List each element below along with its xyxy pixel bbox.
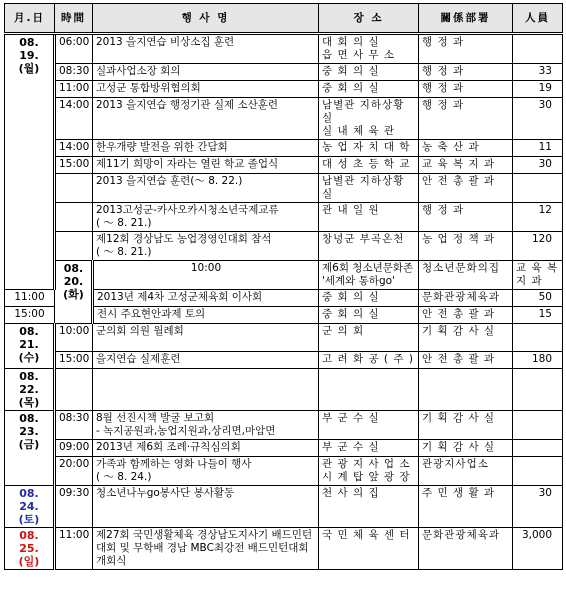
event-cell: 실과사업소장 회의	[93, 64, 319, 81]
place-cell: 남별관 지하상황실 실 내 체 육 관	[319, 98, 419, 140]
place-cell: 부 군 수 실	[319, 411, 419, 440]
people-cell	[513, 174, 563, 203]
weekday-label: (월)	[18, 62, 40, 75]
event-cell: 2013년 제6회 조례·규칙심의회	[93, 440, 319, 457]
place-cell: 관 광 지 사 업 소 시 계 탑 앞 광 장	[319, 457, 419, 486]
table-row	[5, 457, 563, 486]
time-cell: 09:30	[55, 486, 93, 528]
table-row	[5, 157, 563, 174]
people-cell: 11	[513, 140, 563, 157]
event-cell: 2013 을지연습 훈련(～ 8. 22.)	[93, 174, 319, 203]
dept-cell: 문화관광체육과	[419, 528, 513, 570]
dept-cell: 행 정 과	[419, 64, 513, 81]
dept-cell: 안 전 총 괄 과	[419, 174, 513, 203]
place-cell: 군 의 회	[319, 324, 419, 352]
table-row	[5, 486, 563, 528]
event-cell: 2013년 제4차 고성군체육회 이사회	[93, 290, 319, 307]
header-date: 月.日	[5, 4, 55, 34]
event-cell: 2013 을지연습 행정기관 실제 소산훈련	[93, 98, 319, 140]
event-cell: 가족과 함께하는 영화 나들이 행사 ( ～ 8. 24.)	[93, 457, 319, 486]
header-row	[5, 4, 563, 34]
dept-cell: 기 획 감 사 실	[419, 324, 513, 352]
event-cell: 청소년나누go봉사단 봉사활동	[93, 486, 319, 528]
place-cell: 천 사 의 집	[319, 486, 419, 528]
dept-cell: 관광지사업소	[419, 457, 513, 486]
dept-cell: 안 전 총 괄 과	[419, 307, 513, 324]
place-cell: 대 회 의 실 읍 면 사 무 소	[319, 34, 419, 64]
schedule-table	[4, 3, 563, 570]
event-cell: 한우개량 발전을 위한 간담회	[93, 140, 319, 157]
table-row	[5, 232, 563, 261]
time-cell: 06:00	[55, 34, 93, 64]
event-cell: 제6회 청소년문화존 '세계와 통하go'	[319, 261, 419, 290]
time-cell	[55, 232, 93, 261]
header-place: 장 소	[319, 4, 419, 34]
event-cell: 제11기 희망이 자라는 열린 학교 졸업식	[93, 157, 319, 174]
people-cell	[513, 440, 563, 457]
date-cell	[5, 34, 55, 290]
weekday-label: (금)	[18, 438, 40, 451]
time-cell: 15:00	[55, 157, 93, 174]
event-cell: 2013고성군-카사오카시청소년국제교류 ( ～ 8. 21.)	[93, 203, 319, 232]
place-cell: 중 회 의 실	[319, 307, 419, 324]
table-row	[5, 324, 563, 352]
people-cell: 120	[513, 232, 563, 261]
table-row	[5, 528, 563, 570]
time-cell: 11:00	[55, 81, 93, 98]
people-cell	[513, 34, 563, 64]
dept-cell: 기 획 감 사 실	[419, 440, 513, 457]
date-label: 08. 20.	[63, 262, 84, 288]
dept-cell: 농 축 산 과	[419, 140, 513, 157]
people-cell: 180	[513, 352, 563, 369]
weekday-label: (일)	[18, 555, 40, 568]
date-label: 08. 22.	[19, 370, 39, 396]
people-cell: 33	[513, 64, 563, 81]
people-cell: 30	[513, 486, 563, 528]
dept-cell: 농 업 정 책 과	[419, 232, 513, 261]
people-cell	[513, 369, 563, 411]
event-cell: 제12회 경상남도 농업경영인대회 참석 ( ～ 8. 21.)	[93, 232, 319, 261]
people-cell: 30	[513, 98, 563, 140]
place-cell: 남별관 지하상황실	[319, 174, 419, 203]
table-row	[5, 81, 563, 98]
people-cell	[513, 411, 563, 440]
place-cell: 중 회 의 실	[319, 64, 419, 81]
time-cell: 14:00	[55, 140, 93, 157]
place-cell: 대 성 초 등 학 교	[319, 157, 419, 174]
people-cell	[513, 457, 563, 486]
time-cell	[55, 369, 93, 411]
date-cell	[5, 324, 55, 369]
place-cell: 창녕군 부곡온천	[319, 232, 419, 261]
dept-cell: 문화관광체육과	[419, 290, 513, 307]
date-label: 08. 25.	[19, 529, 39, 555]
weekday-label: (화)	[63, 288, 84, 301]
table-row	[5, 140, 563, 157]
dept-cell: 행 정 과	[419, 98, 513, 140]
place-cell	[319, 369, 419, 411]
time-cell: 10:00	[55, 324, 93, 352]
people-cell: 50	[513, 290, 563, 307]
time-cell: 14:00	[55, 98, 93, 140]
time-cell	[55, 174, 93, 203]
event-cell: 군의회 의원 월례회	[93, 324, 319, 352]
date-cell	[5, 411, 55, 486]
dept-cell: 행 정 과	[419, 203, 513, 232]
table-row	[5, 64, 563, 81]
table-row	[5, 174, 563, 203]
time-cell: 11:00	[5, 290, 55, 307]
dept-cell: 교 육 복 지 과	[419, 157, 513, 174]
date-label: 08. 21.	[19, 325, 39, 351]
table-row	[5, 411, 563, 440]
time-cell: 20:00	[55, 457, 93, 486]
event-cell: 2013 을지연습 비상소집 훈련	[93, 34, 319, 64]
weekday-label: (목)	[18, 396, 40, 409]
date-label: 08. 23.	[19, 412, 39, 438]
place-cell: 국 민 체 육 센 터	[319, 528, 419, 570]
people-cell: 30	[513, 157, 563, 174]
dept-cell: 안 전 총 괄 과	[419, 352, 513, 369]
time-cell: 08:30	[55, 411, 93, 440]
dept-cell: 행 정 과	[419, 81, 513, 98]
dept-cell: 교 육 복 지 과	[513, 261, 563, 290]
place-cell: 관 내 일 원	[319, 203, 419, 232]
time-cell: 10:00	[93, 261, 319, 290]
place-cell: 중 회 의 실	[319, 290, 419, 307]
people-cell	[513, 324, 563, 352]
place-cell: 청소년문화의집	[419, 261, 513, 290]
table-row	[5, 261, 563, 290]
header-event: 행 사 명	[93, 4, 319, 34]
schedule-body	[5, 34, 563, 570]
dept-cell: 기 획 감 사 실	[419, 411, 513, 440]
time-cell: 15:00	[55, 352, 93, 369]
date-cell	[55, 261, 93, 324]
event-cell: 을지연습 실제훈련	[93, 352, 319, 369]
place-cell: 농 업 자 치 대 학	[319, 140, 419, 157]
date-cell	[5, 369, 55, 411]
date-cell	[5, 528, 55, 570]
header-people: 人員	[513, 4, 563, 34]
header-time: 時間	[55, 4, 93, 34]
weekday-label: (수)	[18, 351, 40, 364]
table-row	[5, 440, 563, 457]
time-cell: 11:00	[55, 528, 93, 570]
time-cell	[55, 203, 93, 232]
dept-cell	[419, 369, 513, 411]
time-cell: 15:00	[5, 307, 55, 324]
table-row	[5, 369, 563, 411]
date-cell	[5, 486, 55, 528]
weekday-label: (토)	[18, 513, 40, 526]
event-cell: 8월 선진시책 발굴 보고회 - 녹지공원과,농업지원과,상리면,마암면	[93, 411, 319, 440]
table-row	[5, 34, 563, 64]
event-cell: 제27회 국민생활체육 경상남도지사기 배드민턴대회 및 무학배 경남 MBC최강전 배드민턴대회 개회식	[93, 528, 319, 570]
dept-cell: 주 민 생 활 과	[419, 486, 513, 528]
event-cell: 전시 주요현안과제 토의	[93, 307, 319, 324]
table-row	[5, 203, 563, 232]
table-row	[5, 98, 563, 140]
table-row	[5, 352, 563, 369]
place-cell: 중 회 의 실	[319, 81, 419, 98]
people-cell: 19	[513, 81, 563, 98]
event-cell	[93, 369, 319, 411]
date-label: 08. 19.	[19, 36, 39, 62]
time-cell: 08:30	[55, 64, 93, 81]
people-cell: 15	[513, 307, 563, 324]
place-cell: 부 군 수 실	[319, 440, 419, 457]
event-cell: 고성군 통합방위협의회	[93, 81, 319, 98]
place-cell: 고 려 화 공 ( 주 )	[319, 352, 419, 369]
people-cell: 3,000	[513, 528, 563, 570]
people-cell: 12	[513, 203, 563, 232]
dept-cell: 행 정 과	[419, 34, 513, 64]
date-label: 08. 24.	[19, 487, 39, 513]
header-dept: 關係部署	[419, 4, 513, 34]
time-cell: 09:00	[55, 440, 93, 457]
